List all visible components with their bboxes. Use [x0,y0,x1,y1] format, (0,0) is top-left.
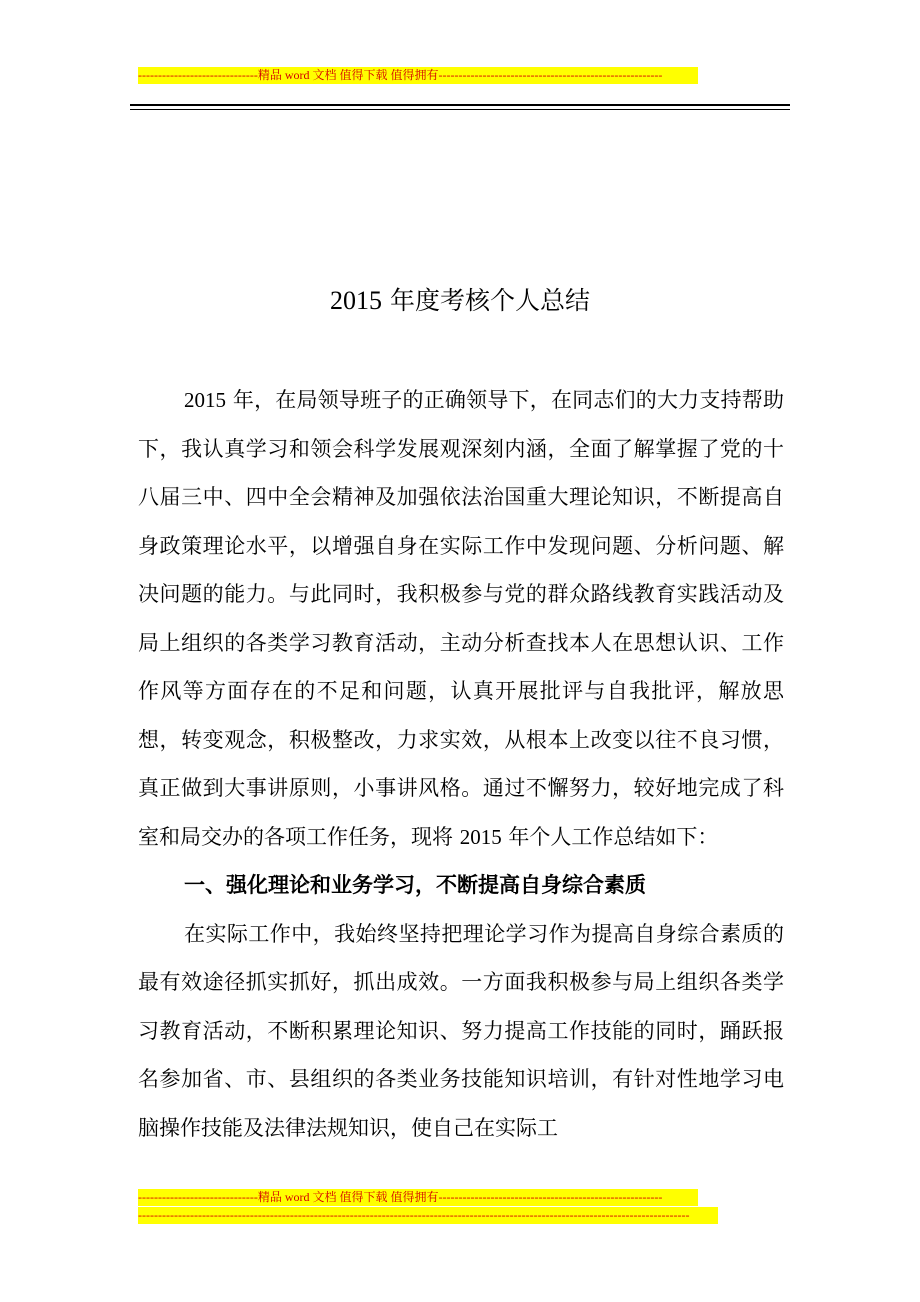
paragraph-section-1: 在实际工作中，我始终坚持把理论学习作为提高自身综合素质的最有效途径抓实抓好，抓出成效。一方面我积极参与局上组织各类学习教育活动，不断积累理论知识、努力提高工作技能的同时，踊跃报名参加省、市、县组织的各类业务技能知识培训，有针对性地学习电脑操作技能及法律法规知识，使自己在实际工 [138,921,784,1140]
section-heading-1: 一、强化理论和业务学习，不断提高自身综合素质 [184,873,646,897]
intro-year-b: 2015 [459,824,502,849]
title-text: 年度考核个人总结 [382,286,590,315]
intro-text-b: 年个人工作总结如下： [501,824,719,849]
footer-dash-line: ------------------------------------------------------------------------------------------------------------------------------------------ [138,1207,718,1224]
header-banner: ------------------------------精品 word 文档 值得下载 值得拥有-------------------------------------------------------- [138,67,698,84]
document-title [0,284,920,318]
footer-banner: ------------------------------精品 word 文档 值得下载 值得拥有-------------------------------------------------------- [138,1189,698,1206]
title-year: 2015 [330,286,383,315]
header-rule-thick [130,104,790,106]
intro-text-a: 年，在局领导班子的正确领导下，在同志们的大力支持帮助下，我认真学习和领会科学发展观深刻内涵，全面了解掌握了党的十八届三中、四中全会精神及加强依法治国重大理论知识，不断提高自身政策理论水平，以增强自身在实际工作中发现问题、分析问题、解决问题的能力。与此同时，我积极参与党的群众路线教育实践活动及局上组织的各类学习教育活动，主动分析查找本人在思想认识、工作作风等方面存在的不足和问题，认真开展批评与自我批评，解放思想，转变观念，积极整改，力求实效，从根本上改变以往不良习惯，真正做到大事讲原则，小事讲风格。通过不懈努力，较好地完成了科室和局交办的各项工作任务，现将 [138,388,784,849]
intro-year-a: 2015 [184,388,226,412]
document-body [138,376,784,1152]
header-rule-thin [130,109,790,110]
paragraph-intro [138,376,784,861]
